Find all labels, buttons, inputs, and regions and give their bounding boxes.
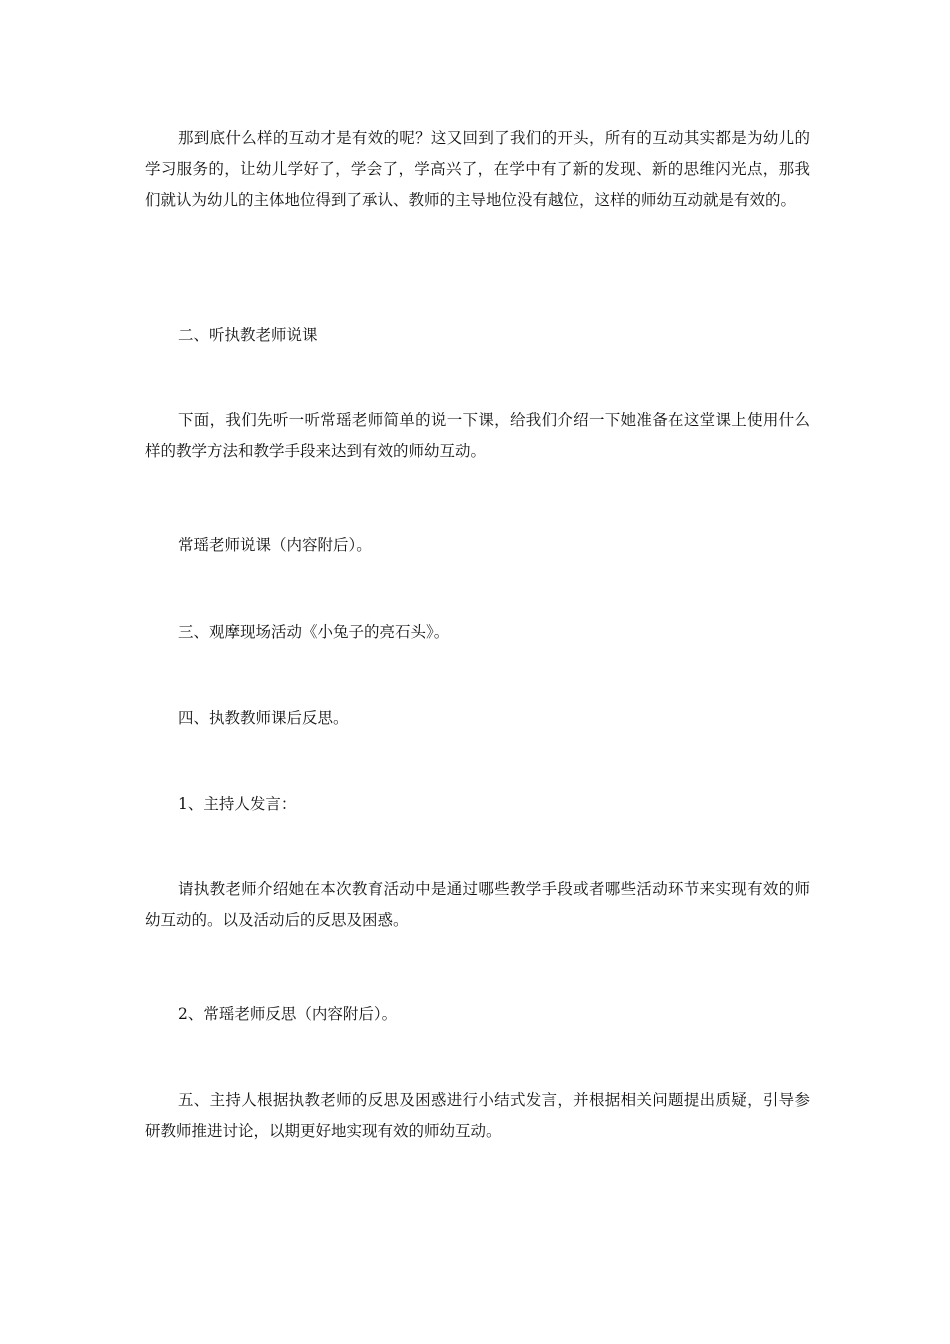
section-heading-summary-discussion: 五、主持人根据执教老师的反思及困惑进行小结式发言，并根据相关问题提出质疑，引导参研教师推进讨论，以期更好地实现有效的师幼互动。: [145, 1091, 810, 1140]
subheading-host-speech: 1、主持人发言：: [178, 795, 297, 813]
paragraph-lesson-talk-intro: 下面，我们先听一听常瑶老师简单的说一下课，给我们介绍一下她准备在这堂课上使用什么样的教学方法和教学手段来达到有效的师幼互动。: [145, 411, 810, 460]
paragraph-lesson-talk-note: 常瑶老师说课（内容附后）。: [178, 536, 372, 554]
paragraph-effective-interaction: 那到底什么样的互动才是有效的呢？这又回到了我们的开头，所有的互动其实都是为幼儿的学习服务的，让幼儿学好了，学会了，学高兴了，在学中有了新的发现、新的思维闪光点，那我们就认为幼儿的主体地位得到了承认、教师的主导地位没有越位，这样的师幼互动就是有效的。: [145, 129, 810, 209]
section-heading-lesson-talk: 二、听执教老师说课: [178, 326, 318, 344]
paragraph-host-request: 请执教老师介绍她在本次教育活动中是通过哪些教学手段或者哪些活动环节来实现有效的师幼互动的。以及活动后的反思及困惑。: [145, 880, 810, 929]
subheading-teacher-reflection: 2、常瑶老师反思（内容附后）。: [178, 1005, 398, 1023]
section-heading-reflection: 四、执教教师课后反思。: [178, 709, 349, 727]
section-heading-observation: 三、观摩现场活动《小兔子的亮石头》。: [178, 623, 450, 641]
